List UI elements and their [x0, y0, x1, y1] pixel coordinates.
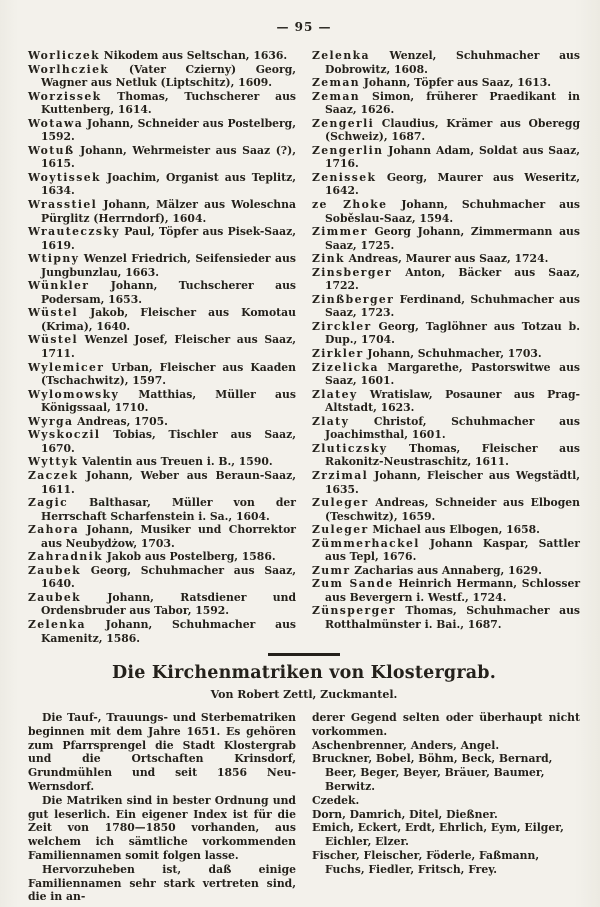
directory-entry: [28, 225, 296, 252]
entry-details: Johann, Schuhmacher aus Soběslau-Saaz, 1594.: [325, 198, 581, 225]
entry-details: Wratislaw, Posauner aus Prag-Altstadt, 1623.: [325, 387, 580, 415]
entry-surname: Woytissek: [28, 170, 101, 184]
directory-entry: [312, 293, 580, 320]
entry-surname: Zahora: [28, 523, 80, 537]
entry-details: Johann, Weber aus Beraun-Saaz, 1611.: [41, 468, 296, 496]
article-byline: Von Robert Zettl, Zuckmantel.: [210, 688, 398, 702]
directory-entry: [312, 415, 580, 442]
entry-details: Thomas, Fleischer aus Rakonitz-Neustraschitz, 1611.: [325, 441, 580, 469]
article-paragraph: Die Tauf-, Trauungs- und Sterbematriken beginnen mit dem Jahre 1651. Es gehören zum Pfarrsprengel die Stadt Klostergrab und die Ortschaften Krinsdorf, Grundmühlen und seit 1856 Neu-Wernsdorf.: [28, 711, 296, 794]
directory-entry: [28, 469, 296, 496]
entry-surname: Wyskoczil: [28, 428, 101, 442]
directory-entry: [312, 171, 580, 198]
entry-surname: Wylemicer: [28, 360, 105, 374]
directory-entry: [28, 63, 296, 90]
entry-details: Johann, Fleischer aus Wegstädtl, 1635.: [325, 468, 580, 496]
entry-surname: Zizelicka: [312, 360, 379, 374]
surname-group-line: Dorn, Damrich, Ditel, Dießner.: [312, 807, 498, 821]
directory-left-column: [28, 49, 296, 645]
directory-entry: [312, 577, 580, 604]
entry-details: Paul, Töpfer aus Pisek-Saaz, 1619.: [41, 225, 296, 252]
entry-surname: Zlatey: [312, 387, 358, 401]
directory-entry: [312, 252, 580, 266]
directory-entry: [312, 537, 580, 564]
entry-details: Michael aus Elbogen, 1658.: [368, 523, 540, 537]
entry-details: Johann, Tuchscherer aus Podersam, 1653.: [41, 279, 296, 306]
surname-group-line: Aschenbrenner, Anders, Angel.: [312, 738, 500, 752]
entry-surname: Wotuß: [28, 143, 75, 157]
directory-entry: [28, 591, 296, 618]
entry-surname: Zelenka: [312, 49, 370, 62]
directory-entry: [312, 604, 580, 631]
directory-entry: [28, 618, 296, 645]
entry-surname: Zimmer: [312, 225, 368, 239]
entry-details: Andreas, Schneider aus Elbogen (Teschwitz), 1659.: [325, 496, 580, 523]
entry-surname: Zahradnik: [28, 550, 103, 564]
article-paragraph: Hervorzuheben ist, daß einige Familiennamen sehr stark vertreten sind, die in an-: [28, 862, 296, 904]
entry-surname: Zenissek: [312, 170, 377, 184]
entry-surname: Wüstel: [28, 333, 78, 347]
entry-details: Johann Kaspar, Sattler aus Tepl, 1676.: [325, 536, 580, 564]
entry-details: Urban, Fleischer aus Kaaden (Tschachwitz), 1597.: [41, 360, 296, 388]
entry-surname: Zeman: [312, 89, 361, 103]
entry-surname: Zinsberger: [312, 265, 393, 279]
directory-entry: [312, 442, 580, 469]
directory-entry: [28, 90, 296, 117]
entry-details: Johann, Wehrmeister aus Saaz (?), 1615.: [41, 143, 296, 171]
entry-details: Andreas, 1705.: [73, 414, 168, 428]
article-title: Die Kirchenmatriken von Klostergrab.: [111, 663, 497, 684]
directory-entry: [312, 469, 580, 496]
entry-surname: Zinßberger: [312, 292, 395, 306]
entry-surname: Zink: [312, 252, 345, 266]
entry-surname: Zirkler: [312, 347, 364, 361]
entry-details: Nikodem aus Seltschan, 1636.: [100, 49, 288, 62]
directory-entry: [312, 198, 580, 225]
entry-details: Matthias, Müller aus Königssaal, 1710.: [41, 387, 296, 415]
directory-entry: [312, 320, 580, 347]
entry-surname: Worzissek: [28, 89, 102, 103]
entry-details: Anton, Bäcker aus Saaz, 1722.: [325, 265, 580, 293]
directory-entry: [28, 455, 296, 469]
entry-details: Tobias, Tischler aus Saaz, 1670.: [41, 428, 296, 455]
surname-directory: [28, 49, 580, 645]
entry-surname: Zuleger: [312, 496, 369, 510]
entry-surname: Wylomowsky: [28, 387, 120, 401]
entry-details: Claudius, Krämer aus Oberegg (Schweiz), 1687.: [325, 116, 580, 144]
entry-details: Wenzel Friedrich, Seifensieder aus Jungbunzlau, 1663.: [41, 252, 296, 279]
entry-surname: Zünsperger: [312, 604, 396, 618]
entry-surname: Zagic: [28, 496, 69, 510]
directory-entry: [312, 361, 580, 388]
entry-details: Georg, Taglöhner aus Totzau b. Dup., 1704.: [325, 319, 580, 347]
entry-details: Johann, Töpfer aus Saaz, 1613.: [360, 76, 552, 90]
article-paragraph-continuation: derer Gegend selten oder überhaupt nicht vorkommen.: [312, 711, 580, 738]
entry-details: Balthasar, Müller von der Herrschaft Scharfenstein i. Sa., 1604.: [41, 496, 296, 523]
entry-details: Andreas, Maurer aus Saaz, 1724.: [344, 252, 549, 266]
entry-details: Thomas, Tuchscherer aus Kuttenberg, 1614.: [41, 89, 296, 117]
directory-entry: [28, 117, 296, 144]
entry-details: Thomas, Schuhmacher aus Rotthalmünster i. Bai., 1687.: [325, 604, 580, 631]
entry-details: Johann, Schuhmacher aus Kamenitz, 1586.: [41, 617, 296, 645]
section-divider-rule: [268, 653, 340, 656]
directory-entry: [28, 171, 296, 198]
directory-entry: [312, 388, 580, 415]
entry-surname: Worlhcziek: [28, 62, 110, 76]
directory-entry: [28, 306, 296, 333]
directory-entry: [28, 279, 296, 306]
entry-surname: Zaubek: [28, 563, 82, 577]
entry-surname: Zaubek: [28, 590, 82, 604]
entry-surname: Zrzimal: [312, 468, 369, 482]
surname-group-line: Fischer, Fleischer, Föderle, Faßmann, Fuchs, Fiedler, Fritsch, Frey.: [312, 849, 540, 876]
directory-entry: [312, 266, 580, 293]
entry-details: Ferdinand, Schuhmacher aus Saaz, 1723.: [325, 292, 580, 320]
entry-surname: Zeman: [312, 76, 361, 90]
article-paragraph: Die Matriken sind in bester Ordnung und gut leserlich. Ein eigener Index ist für die Zeit von 1780—1850 vorhanden, aus welchem ich sämtliche vorkommenden Familiennamen somit folgen lasse.: [28, 793, 296, 863]
entry-surname: Wüstel: [28, 306, 78, 320]
directory-entry: [312, 523, 580, 537]
directory-entry: [312, 144, 580, 171]
page-number: — 95 —: [276, 20, 332, 34]
directory-entry: [28, 523, 296, 550]
entry-details: Heinrich Hermann, Schlosser aus Bevergern i. Westf., 1724.: [325, 577, 581, 604]
entry-details: Joachim, Organist aus Teplitz, 1634.: [41, 170, 296, 198]
directory-entry: [312, 347, 580, 361]
directory-entry: [312, 496, 580, 523]
directory-entry: [312, 76, 580, 90]
surname-group-line: Emich, Eckert, Erdt, Ehrlich, Eym, Eilger, Eichler, Elzer.: [312, 821, 564, 849]
entry-details: Johann, Schuhmacher, 1703.: [363, 347, 542, 361]
article-left-column: [28, 711, 296, 904]
entry-details: Johann Adam, Soldat aus Saaz, 1716.: [325, 143, 580, 171]
entry-details: Georg, Maurer aus Weseritz, 1642.: [325, 170, 580, 198]
directory-entry: [312, 225, 580, 252]
article-body: [28, 711, 580, 904]
entry-surname: Zümmerhackel: [312, 536, 420, 550]
directory-entry: [28, 564, 296, 591]
directory-entry: [312, 90, 580, 117]
entry-details: Margarethe, Pastorswitwe aus Saaz, 1601.: [325, 360, 580, 388]
directory-entry: [28, 49, 296, 63]
article-section: [28, 653, 580, 904]
directory-entry: [28, 198, 296, 225]
entry-details: Johann, Ratsdiener und Ordensbruder aus Tabor, 1592.: [41, 590, 296, 618]
entry-details: Georg Johann, Zimmermann aus Saaz, 1725.: [325, 225, 580, 252]
entry-surname: Zirckler: [312, 319, 372, 333]
entry-surname: Zumr: [312, 563, 351, 577]
entry-surname: Zengerli: [312, 116, 375, 130]
surname-group-line: Czedek.: [312, 793, 360, 807]
entry-surname: Wtipny: [28, 252, 80, 266]
directory-entry: [28, 428, 296, 455]
entry-details: Zacharias aus Annaberg, 1629.: [350, 563, 542, 577]
directory-entry: [28, 415, 296, 429]
directory-entry: [312, 49, 580, 76]
directory-entry: [28, 252, 296, 279]
entry-surname: ze Zhoke: [312, 198, 388, 212]
entry-surname: Zaczek: [28, 468, 79, 482]
entry-surname: Zuleger: [312, 523, 369, 537]
directory-right-column: [312, 49, 580, 645]
entry-surname: Wünkler: [28, 279, 90, 293]
directory-entry: [28, 333, 296, 360]
directory-entry: [28, 361, 296, 388]
directory-entry: [28, 550, 296, 564]
entry-surname: Zum Sande: [312, 577, 394, 591]
entry-surname: Wyrga: [28, 414, 74, 428]
entry-surname: Worliczek: [28, 49, 100, 62]
entry-details: Johann, Mälzer aus Woleschna Pürglitz (Herrndorf), 1604.: [41, 198, 296, 225]
entry-details: Simon, früherer Praedikant in Saaz, 1626.: [325, 89, 580, 117]
entry-details: (Vater Czierny) Georg, Wagner aus Netluk (Liptschitz), 1609.: [41, 62, 296, 90]
directory-entry: [312, 564, 580, 578]
entry-details: Georg, Schuhmacher aus Saaz, 1640.: [41, 563, 296, 591]
article-right-column: [312, 711, 580, 904]
directory-entry: [312, 117, 580, 144]
directory-entry: [28, 388, 296, 415]
entry-details: Wenzel, Schuhmacher aus Dobrowitz, 1608.: [325, 49, 580, 76]
entry-surname: Wyttyk: [28, 455, 79, 469]
surname-group-line: Bruckner, Bobel, Böhm, Beck, Bernard, Beer, Beger, Beyer, Bräuer, Baumer, Berwitz.: [312, 752, 553, 794]
entry-surname: Zelenka: [28, 617, 86, 631]
entry-surname: Wrasstiel: [28, 198, 98, 212]
entry-surname: Wotawa: [28, 116, 84, 130]
entry-details: Johann, Schneider aus Postelberg, 1592.: [41, 116, 296, 144]
directory-entry: [28, 144, 296, 171]
entry-details: Johann, Musiker und Chorrektor aus Neubydżow, 1703.: [41, 523, 296, 550]
directory-entry: [28, 496, 296, 523]
entry-surname: Zluticzsky: [312, 441, 388, 455]
entry-details: Christof, Schuhmacher aus Joachimsthal, 1601.: [325, 414, 580, 442]
entry-surname: Wrauteczsky: [28, 225, 120, 239]
entry-details: Jakob aus Postelberg, 1586.: [103, 550, 276, 564]
entry-details: Valentin aus Treuen i. B., 1590.: [78, 455, 273, 469]
entry-surname: Zlaty: [312, 414, 350, 428]
entry-details: Jakob, Fleischer aus Komotau (Krima), 1640.: [41, 306, 296, 333]
entry-details: Wenzel Josef, Fleischer aus Saaz, 1711.: [41, 333, 296, 361]
entry-surname: Zengerlin: [312, 143, 384, 157]
